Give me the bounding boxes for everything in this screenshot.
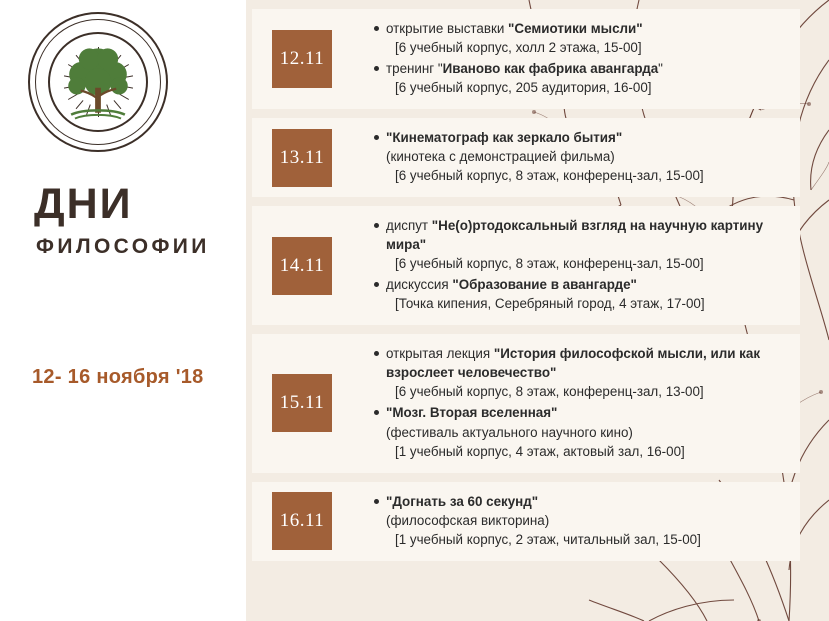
poster-left-panel xyxy=(0,0,246,621)
event-venue: [6 учебный корпус, 8 этаж, конференц-зал, 15-00] xyxy=(395,168,704,184)
event-item xyxy=(374,344,788,401)
event-title-emphasis: "Не(о)ртодоксальный взгляд на научную картину мира" xyxy=(386,218,764,253)
event-title-text: " xyxy=(658,61,663,77)
event-note: (фестиваль актуального научного кино) xyxy=(386,424,633,440)
events-cell xyxy=(352,206,800,325)
event-item xyxy=(374,19,788,57)
events-cell xyxy=(352,118,800,197)
event-title xyxy=(386,275,788,294)
event-title-text: диспут xyxy=(386,218,432,234)
date-badge: 13.11 xyxy=(272,129,332,187)
event-venue: [6 учебный корпус, 8 этаж, конференц-зал, 15-00] xyxy=(395,256,704,272)
event-title xyxy=(386,128,788,147)
event-item xyxy=(374,59,788,97)
date-cell xyxy=(252,118,352,197)
event-item xyxy=(374,128,788,185)
page-subtitle: ФИЛОСОФИИ xyxy=(36,235,210,258)
event-venue: [1 учебный корпус, 2 этаж, читальный зал, 15-00] xyxy=(395,531,701,547)
event-title xyxy=(386,344,788,382)
date-cell xyxy=(252,334,352,472)
date-badge: 14.11 xyxy=(272,237,332,295)
event-venue: [6 учебный корпус, 8 этаж, конференц-зал, 13-00] xyxy=(395,384,704,400)
event-venue: [6 учебный корпус, холл 2 этажа, 15-00] xyxy=(395,40,642,56)
event-list xyxy=(356,19,788,97)
event-title-text: дискуссия xyxy=(386,277,453,293)
event-title-emphasis: "Догнать за 60 секунд" xyxy=(386,493,539,509)
page-title: ДНИ xyxy=(34,180,133,228)
event-title-emphasis: "Образование в авангарде" xyxy=(452,277,637,293)
event-venue: [Точка кипения, Серебряный город, 4 этаж, 17-00] xyxy=(395,296,705,312)
event-title xyxy=(386,216,788,254)
event-title-text: открытие выставки xyxy=(386,21,509,36)
event-title xyxy=(386,59,788,78)
tree-icon xyxy=(50,34,146,130)
event-venue: [1 учебный корпус, 4 этаж, актовый зал, 16-00] xyxy=(395,443,685,459)
schedule-day-row xyxy=(252,9,800,109)
schedule-day-row xyxy=(252,206,800,325)
event-item xyxy=(374,403,788,460)
event-title xyxy=(386,492,788,511)
event-title xyxy=(386,19,788,38)
event-item xyxy=(374,216,788,273)
event-list xyxy=(356,216,788,313)
event-item xyxy=(374,492,788,549)
event-title-emphasis: "Семиотики мысли" xyxy=(508,21,643,36)
events-cell xyxy=(352,9,800,109)
date-badge: 16.11 xyxy=(272,492,332,550)
date-cell xyxy=(252,9,352,109)
date-cell xyxy=(252,206,352,325)
event-list xyxy=(356,492,788,549)
schedule-day-row xyxy=(252,482,800,561)
schedule-day-row xyxy=(252,334,800,472)
date-cell xyxy=(252,482,352,561)
events-cell xyxy=(352,334,800,472)
event-title-emphasis: "Кинематограф как зеркало бытия" xyxy=(386,130,623,146)
event-title xyxy=(386,403,788,422)
event-title-text: открытая лекция xyxy=(386,346,494,362)
schedule-list xyxy=(252,9,800,561)
event-note: (философская викторина) xyxy=(386,512,550,528)
events-cell xyxy=(352,482,800,561)
emblem-inner-ring xyxy=(48,32,148,132)
event-title-emphasis: Иваново как фабрика авангарда xyxy=(442,61,659,77)
date-range-label: 12- 16 ноября '18 xyxy=(32,366,204,388)
tree-emblem-logo xyxy=(28,12,168,152)
event-venue: [6 учебный корпус, 205 аудитория, 16-00] xyxy=(395,80,652,96)
date-badge: 12.11 xyxy=(272,30,332,88)
event-item xyxy=(374,275,788,313)
date-badge: 15.11 xyxy=(272,374,332,432)
event-title-emphasis: "История философской мысли, или как взрослеет человечество" xyxy=(386,346,761,381)
event-title-emphasis: "Мозг. Вторая вселенная" xyxy=(386,405,558,421)
event-title-text: тренинг " xyxy=(386,61,443,77)
event-list xyxy=(356,344,788,460)
schedule-day-row xyxy=(252,118,800,197)
event-list xyxy=(356,128,788,185)
event-note: (кинотека с демонстрацией фильма) xyxy=(386,149,615,165)
